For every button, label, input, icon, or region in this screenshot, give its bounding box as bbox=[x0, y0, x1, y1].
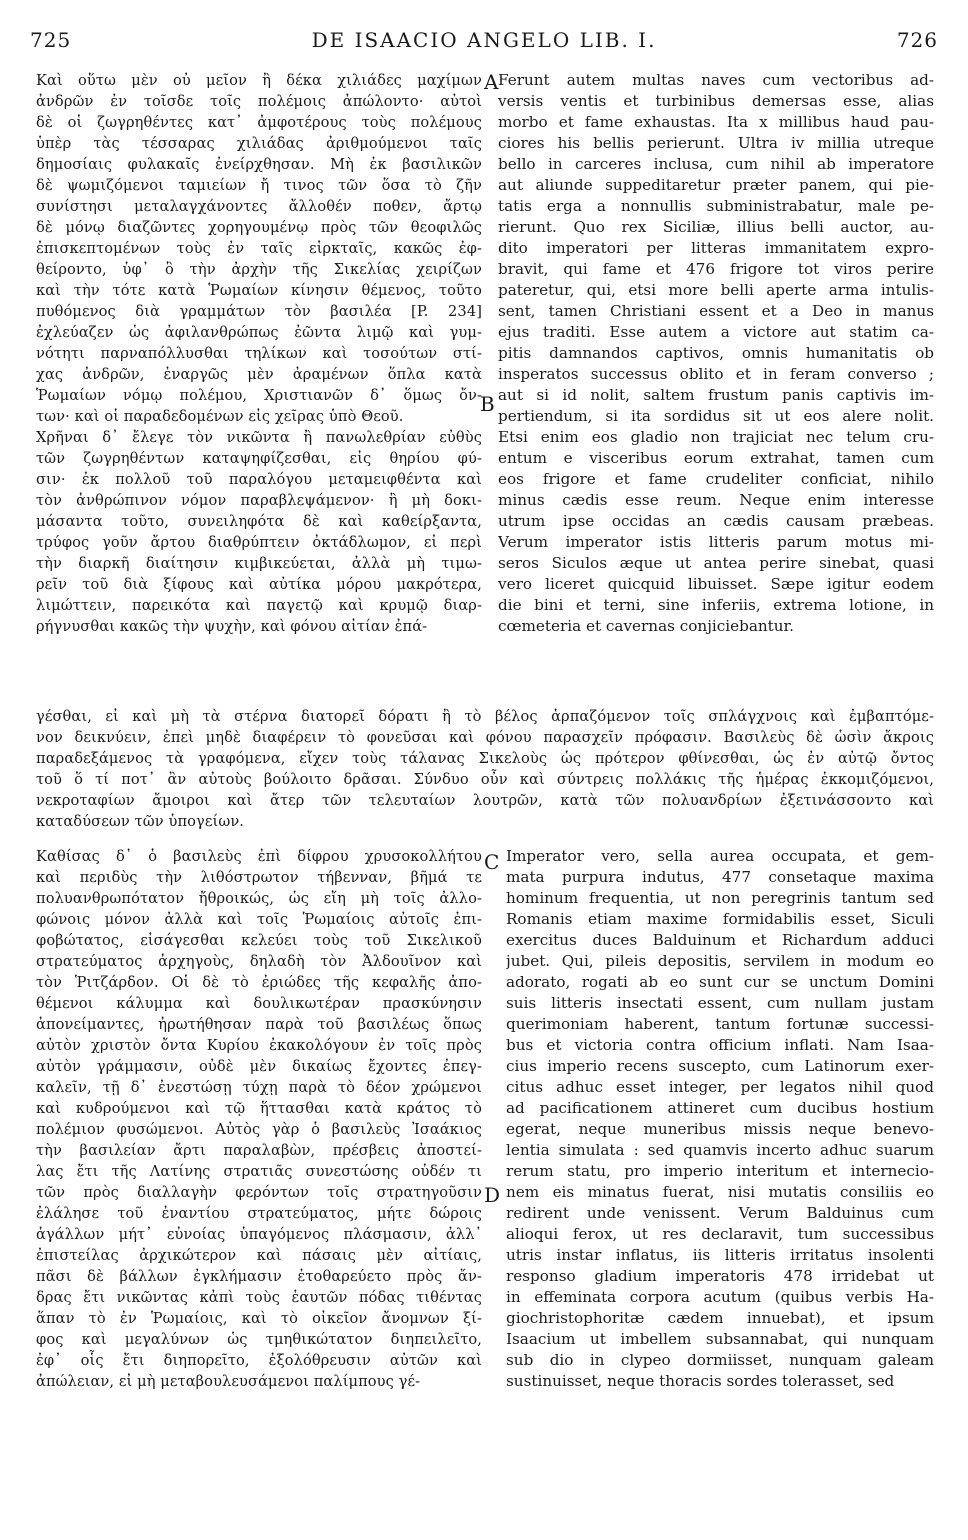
text-line: πᾶσι δὲ βάλλων ἐγκλήμασιν ἐτοθαρεύετο πρὸς ἄν- bbox=[36, 1268, 482, 1285]
text-line: cœmeteria et cavernas conjiciebantur. bbox=[498, 617, 794, 635]
text-line: Imperator vero, sella aurea occupata, et gem- bbox=[506, 847, 934, 865]
text-line: suis litteris insectati essent, cum nullam justam bbox=[506, 994, 934, 1012]
text-line: θείροντο, ὑφ᾽ ὃ τὴν ἀρχὴν τῆς Σικελίας χειρίζων bbox=[36, 261, 482, 278]
text-line: τῶν ζωγρηθέντων καταψηφίζεσθαι, εἰς θηρίου φύ- bbox=[36, 450, 482, 467]
text-line: δὲ μόνῳ διαζῶντες χορηγουμένῳ πρὸς τῶν θεοφιλῶς bbox=[36, 219, 482, 236]
text-line: ἀγάλλων μήτ᾽ εὐνοίας ὑπαγόμενος πλάσμασιν, ἀλλ᾽ bbox=[36, 1226, 482, 1243]
text-line: die bini et terni, sine inferiis, extrema lotione, in bbox=[498, 596, 934, 614]
text-line: pitis damnandos captivos, omnis humanitatis ob bbox=[498, 344, 934, 362]
text-line: τὴν βασιλείαν ἄρτι παραλαβὼν, πρέσβεις ἀποστεί- bbox=[36, 1142, 482, 1159]
latin-column-bottom bbox=[506, 846, 934, 1392]
margin-marker-b: B bbox=[480, 392, 495, 416]
text-line: bravit, qui fame et 476 frigore tot viros perire bbox=[498, 260, 934, 278]
text-line: των· καὶ οἱ παραδεδομένων εἰς χεῖρας ὑπὸ Θεοῦ. bbox=[36, 408, 404, 425]
text-line: δρας ἔτι νικῶντας κἀπὶ τοὺς ἑαυτῶν πόδας τιθέντας bbox=[36, 1289, 482, 1306]
text-line: Romanis etiam maxime formidabilis esset, Siculi bbox=[506, 910, 934, 928]
page-number-left: 725 bbox=[30, 28, 72, 52]
text-line: utrum ipse occidas an cædis causam præbeas. bbox=[498, 512, 934, 530]
text-line: Isaacium ut imbellem subsannabat, qui nunquam bbox=[506, 1330, 934, 1348]
text-line: συνίστησι μεταλαγχάνοντες ἄλλοθέν ποθεν, ἄρτῳ bbox=[36, 198, 482, 215]
text-line: δημοσίαις φυλακαῖς ἐνείρχθησαν. Μὴ ἐκ βασιλικῶν bbox=[36, 156, 482, 173]
text-line: τὸν ἀνθρώπινον νόμον παραβλεψάμενον· ἢ μὴ δοκι- bbox=[36, 492, 482, 509]
text-line: pateretur, qui, etsi more belli aperte arma intulis- bbox=[498, 281, 934, 299]
text-line: redirent unde venissent. Verum Balduinus cum bbox=[506, 1204, 934, 1222]
text-line: exercitus duces Balduinum et Richardum adduci bbox=[506, 931, 934, 949]
text-line: φος καὶ μεγαλύνων ὡς τμηθικώτατον διηπειλεῖτο, bbox=[36, 1331, 482, 1348]
greek-column-bottom bbox=[36, 846, 482, 1392]
text-line: λας ἔτι τῆς Λατίνης στρατιᾶς συνεστώσης οὐδέν τι bbox=[36, 1163, 482, 1180]
text-line: καὶ κυδρούμενοι καὶ τῷ ἥττασθαι κατὰ κράτος τὸ bbox=[36, 1100, 482, 1117]
text-line: σιν· ἐκ πολλοῦ τοῦ παραλόγου μεταμειφθέντα καὶ bbox=[36, 471, 482, 488]
text-line: ἐπισκεπτομένων τοὺς ἐν ταῖς εἱρκταῖς, κακῶς ἐφ- bbox=[36, 240, 482, 257]
text-line: in effeminata corpora acutum (quibus verbis Ha- bbox=[506, 1288, 934, 1306]
text-line: aut si id nolit, saltem frustum panis captivis im- bbox=[498, 386, 934, 404]
text-line: φοβώτατος, εἰσάγεσθαι κελεύει τοὺς τοῦ Σικελικοῦ bbox=[36, 932, 482, 949]
text-line: ejus traditi. Esse autem a victore aut statim ca- bbox=[498, 323, 934, 341]
margin-marker-d: D bbox=[484, 1183, 501, 1207]
text-line: alioqui ferox, ut res declaravit, tum successibus bbox=[506, 1225, 934, 1243]
text-line: πολέμιον φυσώμενοι. Αὐτὸς γὰρ ὁ βασιλεὺς Ἰσαάκιος bbox=[36, 1121, 482, 1138]
text-line: τὴν διαρκῆ διαίτησιν κιμβικεύεται, ἀλλὰ μὴ τιμω- bbox=[36, 555, 482, 572]
text-line: rerum statu, pro imperio interitum et internecio- bbox=[506, 1162, 934, 1180]
text-line: eos frigore et fame crudeliter conficiat, nihilo bbox=[498, 470, 934, 488]
text-line: νον δεικνύειν, ἐπεὶ μηδὲ διαφέρειν τὸ φονεῦσαι καὶ φόνου παρασχεῖν πρόφασιν. Βασιλεὺς δὲ ὡσὶν ἄκροις bbox=[36, 729, 934, 746]
text-line: ἀνδρῶν ἐν τοῖσδε τοῖς πολέμοις ἀπώλοντο· αὐτοὶ bbox=[36, 93, 482, 110]
text-line: sent, tamen Christiani essent et a Deo in manus bbox=[498, 302, 934, 320]
text-line: φώνοις μόνον ἀλλὰ καὶ τοῖς Ῥωμαίοις αὐτοῖς ἐπι- bbox=[36, 911, 482, 928]
text-line: entum e visceribus eorum extrahat, tamen cum bbox=[498, 449, 934, 467]
text-line: Καθίσας δ᾽ ὁ βασιλεὺς ἐπὶ δίφρου χρυσοκολλήτου bbox=[36, 848, 482, 865]
text-line: ἐπιστείλας ἀρχικώτερον καὶ πάσαις μὲν αἰτίαις, bbox=[36, 1247, 482, 1264]
text-line: καλεῖν, τῇ δ᾽ ἐνεστώσῃ τύχῃ παρὰ τὸ δέον χρώμενοι bbox=[36, 1079, 482, 1096]
text-line: giochristophoritæ cædem innuebat), et ipsum bbox=[506, 1309, 934, 1327]
text-line: ciores his bellis perierunt. Ultra iv millia utreque bbox=[498, 134, 934, 152]
text-line: mata purpura indutus, 477 consetaque maxima bbox=[506, 868, 934, 886]
text-line: bello in carceres inclusa, cum nihil ab imperatore bbox=[498, 155, 934, 173]
text-line: cius imperio recens suscepto, cum Latinorum exer- bbox=[506, 1057, 934, 1075]
text-line: jubet. Qui, pileis depositis, servilem in modum eo bbox=[506, 952, 934, 970]
text-line: utris instar inflatus, iis litteris irritatus insolenti bbox=[506, 1246, 934, 1264]
page-header bbox=[30, 28, 938, 58]
text-line: μάσαντα τοῦτο, συνειληφότα δὲ καὶ καθείρξαντα, bbox=[36, 513, 482, 530]
text-line: καὶ περιδὺς τὴν λιθόστρωτον τήβενναν, βῆμά τε bbox=[36, 869, 482, 886]
text-line: seros Siculos æque ut antea perire sinebat, quasi bbox=[498, 554, 934, 572]
text-line: νεκροταφίων ἄμοιροι καὶ ἄτερ τῶν τελευταίων λουτρῶν, κατὰ τῶν πολυανδρίων ἐξετινάσσοντο καὶ bbox=[36, 792, 934, 809]
text-line: καταδύσεων τῶν ὑπογείων. bbox=[36, 813, 245, 830]
text-line: rierunt. Quo rex Siciliæ, illius belli auctor, au- bbox=[498, 218, 934, 236]
text-line: τοῦ ὅ τί ποτ᾽ ἂν αὐτοὺς βούλοιτο δρᾶσαι. Σύνδυο οὖν καὶ σύντρεις πολλάκις τῆς ἡμέρας ἐκκομιζόμενοι, bbox=[36, 771, 934, 788]
margin-marker-c: C bbox=[484, 850, 500, 874]
text-line: hominum frequentia, ut non peregrinis tantum sed bbox=[506, 889, 934, 907]
text-line: adorato, rogati ab eo sunt cur se unctum Domini bbox=[506, 973, 934, 991]
text-line: τὸν Ῥιτζάρδον. Οἱ δὲ τὸ ἐριώδες τῆς κεφαλῆς ἀπο- bbox=[36, 974, 482, 991]
text-line: ἅπαν τὸ ἐν Ῥωμαίοις, καὶ τὸ οἰκεῖον ἄνομνων ξί- bbox=[36, 1310, 482, 1327]
text-line: Καὶ οὕτω μὲν οὐ μεῖον ἢ δέκα χιλιάδες μαχίμων bbox=[36, 72, 482, 89]
page-number-right: 726 bbox=[896, 28, 938, 52]
text-line: στρατεύματος ἀρχηγοὺς, δηλαδὴ τὸν Ἀλδουῖνον καὶ bbox=[36, 953, 482, 970]
text-line: δὲ οἱ ζωγρηθέντες κατ᾽ ἀμφοτέρους τοὺς πολέμους bbox=[36, 114, 482, 131]
text-line: morbo et fame exhaustas. Ita x millibus haud pau- bbox=[498, 113, 934, 131]
text-line: ρεῖν τοῦ διὰ ξίφους καὶ αὐτίκα μόρου μακρότερα, bbox=[36, 576, 482, 593]
text-line: ἀπώλειαν, εἰ μὴ μεταβουλευσάμενοι παλίμπους γέ- bbox=[36, 1373, 421, 1390]
text-line: citus adhuc esset integer, per legatos nihil quod bbox=[506, 1078, 934, 1096]
text-line: ὑπὲρ τὰς τέσσαρας χιλιάδας ἀριθμούμενοι ταῖς bbox=[36, 135, 482, 152]
text-line: sub dio in clypeo dormiisset, nunquam galeam bbox=[506, 1351, 934, 1369]
text-line: dito imperatori per litteras immanitatem expro- bbox=[498, 239, 934, 257]
text-line: γέσθαι, εἰ καὶ μὴ τὰ στέρνα διατορεῖ δόρατι ἢ τὸ βέλος ἁρπαζόμενον τοῖς σπλάγχνοις καὶ ἐμβαπτόμε- bbox=[36, 708, 934, 725]
text-line: δὲ ψωμιζόμενοι ταμιείων ἤ τινος τῶν ὅσα τὸ ζῆν bbox=[36, 177, 482, 194]
text-line: Χρῆναι δ᾽ ἔλεγε τὸν νικῶντα ἢ πανωλεθρίαν εὐθὺς bbox=[36, 429, 482, 446]
text-line: θέμενοι κάλυμμα καὶ δουλικωτέραν πρασκύνησιν bbox=[36, 995, 482, 1012]
text-line: lentia simulata : sed quamvis incerto adhuc suarum bbox=[506, 1141, 934, 1159]
text-line: ἐχλεύαζεν ὡς ἀφιλανθρώπως ἐῶντα λιμῷ καὶ γυμ- bbox=[36, 324, 482, 341]
text-line: responso gladium imperatoris 478 irridebat ut bbox=[506, 1267, 934, 1285]
text-line: παραδεξάμενος τὰ γραφόμενα, εἴχεν τοὺς τάλανας Σικελοὺς ὡς πρότερον φθίνεσθαι, ὡς ἐν αὐτῷ ὄντος bbox=[36, 750, 934, 767]
running-title: DE ISAACIO ANGELO LIB. I. bbox=[311, 28, 657, 52]
text-line: πυθόμενος διὰ γραμμάτων τὸν βασιλέα [P. 234] bbox=[36, 303, 482, 320]
text-line: πολυανθρωπότατον ἤθροικώς, ὡς εἴη μὴ τοῖς ἀλλο- bbox=[36, 890, 482, 907]
text-line: sustinuisset, neque thoracis sordes tolerasset, sed bbox=[506, 1372, 895, 1390]
text-line: pertiendum, si ita sordidus sit ut eos alere nolit. bbox=[498, 407, 934, 425]
text-line: χας ἀνδρῶν, ἐναργῶς μὲν ἀραμένων ὅπλα κατὰ bbox=[36, 366, 482, 383]
text-line: Verum imperator istis litteris parum motus mi- bbox=[498, 533, 934, 551]
text-line: αὐτὸν γράμμασιν, οὐδὲ μὲν δικαίως ἔχοντες ἐπεγ- bbox=[36, 1058, 482, 1075]
text-line: τῶν πρὸς διαλλαγὴν φερόντων τοῖς στρατηγοῦσιν bbox=[36, 1184, 482, 1201]
text-line: ἐλάλησε τοῦ ἐναντίου στρατεύματος, μήτε δώροις bbox=[36, 1205, 482, 1222]
text-line: ἐφ᾽ οἷς ἔτι διηπορεῖτο, ἐξολόθρευσιν αὐτῶν καὶ bbox=[36, 1352, 482, 1369]
text-line: ἀπονείμαντες, ἠρωτήθησαν παρὰ τοῦ βασιλέως ὅπως bbox=[36, 1016, 482, 1033]
greek-column-top bbox=[36, 70, 482, 637]
text-line: nem eis minatus fuerat, nisi mutatis consiliis eo bbox=[506, 1183, 934, 1201]
greek-full-width-passage bbox=[36, 706, 934, 832]
text-line: vero liceret quicquid libuisset. Sæpe igitur eodem bbox=[498, 575, 934, 593]
text-line: Etsi enim eos gladio non trajiciat nec telum cru- bbox=[498, 428, 934, 446]
text-line: Ferunt autem multas naves cum vectoribus ad- bbox=[498, 71, 934, 89]
margin-marker-a: A bbox=[484, 70, 499, 94]
text-line: querimoniam haberent, tantum fortunæ successi- bbox=[506, 1015, 934, 1033]
text-line: ad pacificationem attineret cum ducibus hostium bbox=[506, 1099, 934, 1117]
text-line: tatis erga a nonnullis subministrabatur, male pe- bbox=[498, 197, 934, 215]
text-line: ρήγνυσθαι κακῶς τὴν ψυχὴν, καὶ φόνου αἰτίαν ἐπά- bbox=[36, 618, 428, 635]
text-line: τρύφος γοῦν ἄρτου διαθρύπτειν ὀκτάδλωμον, εἰ περὶ bbox=[36, 534, 482, 551]
text-line: αὐτὸν χριστὸν ὄντα Κυρίου ἐκακολόγουν ἐν τοῖς πρὸς bbox=[36, 1037, 482, 1054]
text-line: versis ventis et turbinibus demersas esse, alias bbox=[498, 92, 934, 110]
text-line: insperatos successus oblito et in feram converso ; bbox=[498, 365, 934, 383]
text-line: egerat, neque muneribus missis neque benevo- bbox=[506, 1120, 934, 1138]
latin-column-top bbox=[498, 70, 934, 637]
text-line: λιμώττειν, παρεικότα καὶ παγετῷ καὶ κρυμῷ διαρ- bbox=[36, 597, 482, 614]
text-line: καὶ τὴν τότε κατὰ Ῥωμαίων κίνησιν θέμενος, τοῦτο bbox=[36, 282, 482, 299]
text-line: νότητι παρναπόλλυσθαι τηλίκων καὶ τοσούτων στί- bbox=[36, 345, 482, 362]
text-line: minus cædis esse reum. Neque enim interesse bbox=[498, 491, 934, 509]
text-line: Ῥωμαίων νόμῳ πολέμου, Χριστιανῶν δ᾽ ὅμως ὄν- bbox=[36, 387, 482, 404]
text-line: aut aliunde suppeditaretur præter panem, qui pie- bbox=[498, 176, 934, 194]
text-line: bus et victoria contra officium inflati. Nam Isaa- bbox=[506, 1036, 934, 1054]
